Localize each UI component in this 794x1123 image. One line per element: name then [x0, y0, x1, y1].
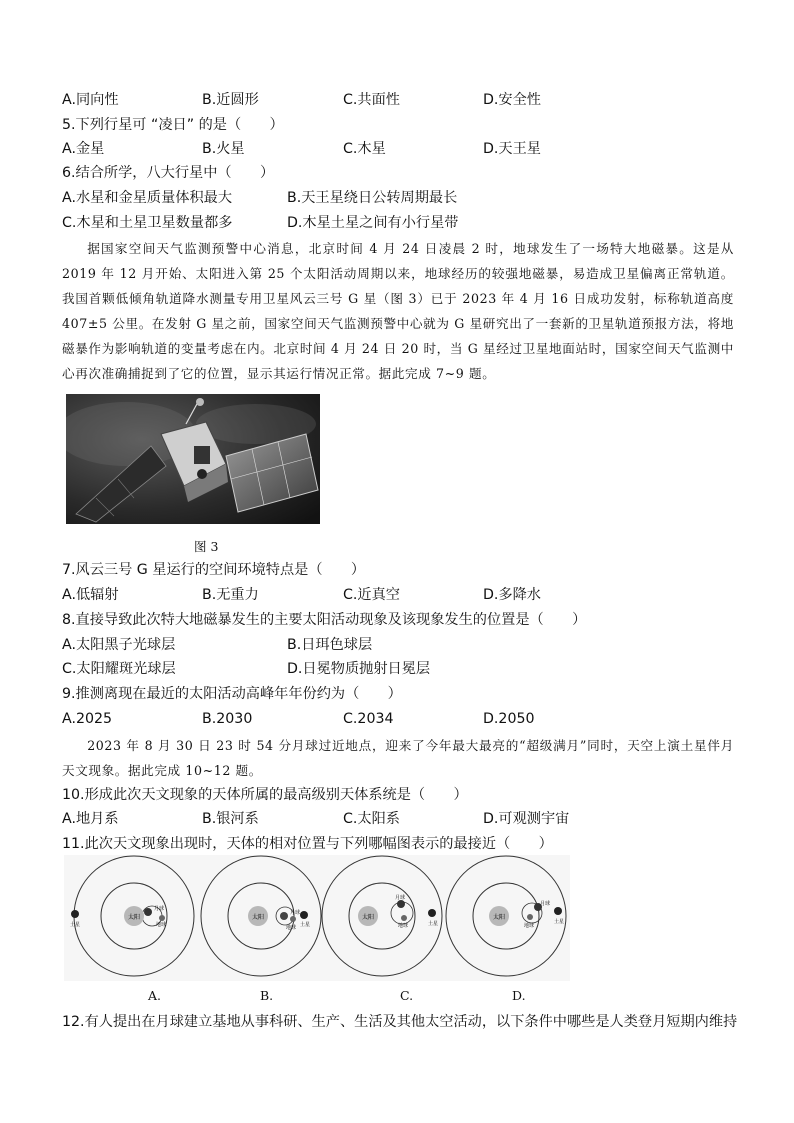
- moon-icon: [397, 900, 405, 908]
- q12-stem: 12.有人提出在月球建立基地从事科研、生产、生活及其他太空活动，以下条件中哪些是人类登月短期内维持: [62, 1014, 738, 1030]
- q10-option-b: B.银河系: [202, 811, 259, 827]
- q5-stem: 5.下列行星可 “凌日” 的是（ ）: [62, 117, 284, 133]
- q11-stem: 11.此次天文现象出现时，天体的相对位置与下列哪幅图表示的最接近（ ）: [62, 836, 553, 852]
- saturn-icon: [554, 907, 562, 915]
- earth-label: 地球: [156, 922, 167, 928]
- earth-icon: [527, 914, 533, 920]
- q8-option-d: D.日冕物质抛射日冕层: [287, 661, 431, 677]
- q9-option-d: D.2050: [483, 711, 535, 727]
- q5-option-b: B.火星: [202, 141, 245, 157]
- q10-stem: 10.形成此次天文现象的天体所属的最高级别天体系统是（ ）: [62, 787, 468, 803]
- earth-label: 地球: [524, 923, 535, 929]
- passage-magnetic-storm: 据国家空间天气监测预警中心消息，北京时间 4 月 24 日凌晨 2 时，地球发生了一场特大地磁暴。这是从 2019 年 12 月开始、太阳进入第 25 个太阳活动周期以来，地球经历的较强地磁暴，易造成卫星偏离正常轨道。我国首颗低倾角轨道降水测量专用卫星风云三号 G 星（图 3）已于 2023 年 4 月 16 日成功发射，标称轨道高度 407±5 公里。在发射 G 星之前，国家空间天气监测预警中心就为 G 星研究出了一套新的卫星轨道预报方法，将地磁暴作为影响轨道的变量考虑在内。北京时间 4 月 24 日 20 时，当 G 星经过卫星地面站时，国家空间天气监测中心再次准确捕捉到了它的位置，显示其运行情况正常。据此完成 7~9 题。: [62, 241, 734, 381]
- q8-stem: 8.直接导致此次特大地磁暴发生的主要太阳活动现象及该现象发生的位置是（ ）: [62, 612, 587, 628]
- q9-stem: 9.推测离现在最近的太阳活动高峰年年份约为（ ）: [62, 686, 402, 702]
- q6-stem: 6.结合所学，八大行星中（ ）: [62, 165, 275, 181]
- q5-option-d: D.天王星: [483, 141, 541, 157]
- saturn-icon: [428, 909, 436, 917]
- diagram-label-c: C.: [400, 988, 414, 1003]
- q7-option-b: B.无重力: [202, 587, 259, 603]
- q4-option-d: D.安全性: [483, 92, 541, 108]
- earth-icon: [401, 915, 407, 921]
- q5-option-c: C.木星: [343, 141, 386, 157]
- sun-label: 太阳: [361, 914, 375, 921]
- saturn-label: 土星: [300, 922, 311, 928]
- q6-option-b: B.天王星绕日公转周期最长: [287, 190, 458, 206]
- q6-option-d: D.木星土星之间有小行星带: [287, 215, 459, 231]
- earth-label: 地球: [398, 923, 409, 929]
- saturn-label: 土星: [428, 921, 439, 927]
- saturn-label: 土星: [70, 922, 81, 928]
- moon-label: 月球: [154, 906, 165, 912]
- sun-label: 太阳: [127, 914, 141, 921]
- q4-option-b: B.近圆形: [202, 92, 259, 108]
- q10-option-c: C.太阳系: [343, 811, 400, 827]
- satellite-photo: [66, 394, 320, 524]
- q9-option-c: C.2034: [343, 711, 394, 727]
- sun-label: 太阳: [251, 914, 265, 921]
- moon-label: 月球: [395, 895, 406, 901]
- moon-icon: [280, 912, 288, 920]
- moon-icon: [144, 908, 152, 916]
- diagram-label-d: D.: [512, 988, 526, 1003]
- q10-option-d: D.可观测宇宙: [483, 811, 570, 827]
- figure3-caption: 图 3: [194, 539, 219, 554]
- q7-option-c: C.近真空: [343, 587, 400, 603]
- earth-icon: [290, 916, 296, 922]
- saturn-label: 土星: [554, 919, 565, 925]
- diagram-label-b: B.: [260, 988, 274, 1003]
- q10-option-a: A.地月系: [62, 811, 119, 827]
- q9-option-a: A.2025: [62, 711, 113, 727]
- earth-label: 地球: [286, 925, 297, 931]
- q9-option-b: B.2030: [202, 711, 253, 727]
- q6-option-c: C.木星和土星卫星数量都多: [62, 215, 233, 231]
- q7-option-d: D.多降水: [483, 587, 541, 603]
- q7-stem: 7.风云三号 G 星运行的空间环境特点是（ ）: [62, 562, 366, 578]
- saturn-icon: [300, 911, 308, 919]
- q8-option-c: C.太阳耀斑光球层: [62, 661, 176, 677]
- q6-option-a: A.水星和金星质量体积最大: [62, 190, 233, 206]
- q8-option-b: B.日珥色球层: [287, 637, 373, 653]
- q4-option-c: C.共面性: [343, 92, 400, 108]
- q8-option-a: A.太阳黑子光球层: [62, 637, 176, 653]
- saturn-icon: [71, 910, 79, 918]
- q5-option-a: A.金星: [62, 141, 105, 157]
- q4-option-a: A.同向性: [62, 92, 119, 108]
- sun-label: 太阳: [492, 914, 506, 921]
- moon-label: 月球: [540, 901, 551, 907]
- q7-option-a: A.低辐射: [62, 587, 119, 603]
- diagram-label-a: A.: [148, 988, 162, 1003]
- earth-icon: [159, 915, 165, 921]
- orbit-diagrams: [64, 855, 570, 981]
- passage-super-moon: 2023 年 8 月 30 日 23 时 54 分月球过近地点，迎来了今年最大最亮的“超级满月”同时，天空上演土星伴月天文现象。据此完成 10~12 题。: [62, 738, 734, 778]
- moon-label: 月球: [290, 910, 301, 916]
